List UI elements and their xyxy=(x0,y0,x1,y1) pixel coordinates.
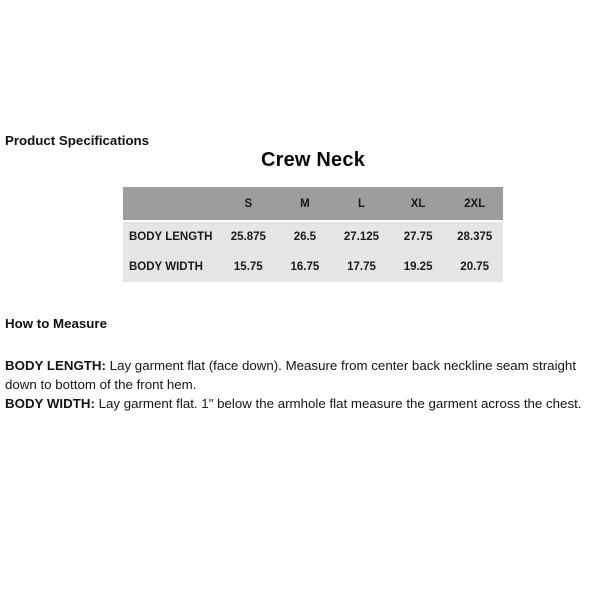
size-column-header-2xl: 2XL xyxy=(446,187,503,221)
size-column-header-m: M xyxy=(277,187,334,221)
size-chart-table xyxy=(123,187,503,282)
body-width-value-s: 15.75 xyxy=(220,252,277,282)
body-length-instruction xyxy=(5,356,597,394)
table-row-body-length xyxy=(123,221,503,252)
body-width-instruction-label: BODY WIDTH: xyxy=(5,396,95,411)
table-row-body-width xyxy=(123,252,503,282)
size-chart-header-row xyxy=(123,187,503,221)
row-label-body-width: BODY WIDTH xyxy=(123,252,220,282)
body-width-value-2xl: 20.75 xyxy=(446,252,503,282)
how-to-measure-heading: How to Measure xyxy=(5,316,107,331)
product-specifications-heading: Product Specifications xyxy=(5,133,150,148)
body-length-value-xl: 27.75 xyxy=(390,221,447,252)
body-length-value-s: 25.875 xyxy=(220,221,277,252)
body-length-value-l: 27.125 xyxy=(333,221,390,252)
size-column-header-xl: XL xyxy=(390,187,447,221)
body-length-instruction-label: BODY LENGTH: xyxy=(5,358,106,373)
body-width-value-l: 17.75 xyxy=(333,252,390,282)
body-width-instruction xyxy=(5,394,597,413)
body-width-value-xl: 19.25 xyxy=(390,252,447,282)
measurement-instructions xyxy=(5,356,597,413)
size-column-header-s: S xyxy=(220,187,277,221)
body-width-instruction-text: Lay garment flat. 1" below the armhole flat measure the garment across the chest. xyxy=(98,396,582,411)
body-width-value-m: 16.75 xyxy=(277,252,334,282)
product-title: Crew Neck xyxy=(260,149,366,171)
size-column-header-l: L xyxy=(333,187,390,221)
body-length-value-2xl: 28.375 xyxy=(446,221,503,252)
size-chart-corner-cell xyxy=(123,187,220,221)
body-length-instruction-text: Lay garment flat (face down). Measure from center back neckline seam straight down to bottom of the front hem. xyxy=(5,358,577,392)
row-label-body-length: BODY LENGTH xyxy=(123,221,220,252)
body-length-value-m: 26.5 xyxy=(277,221,334,252)
